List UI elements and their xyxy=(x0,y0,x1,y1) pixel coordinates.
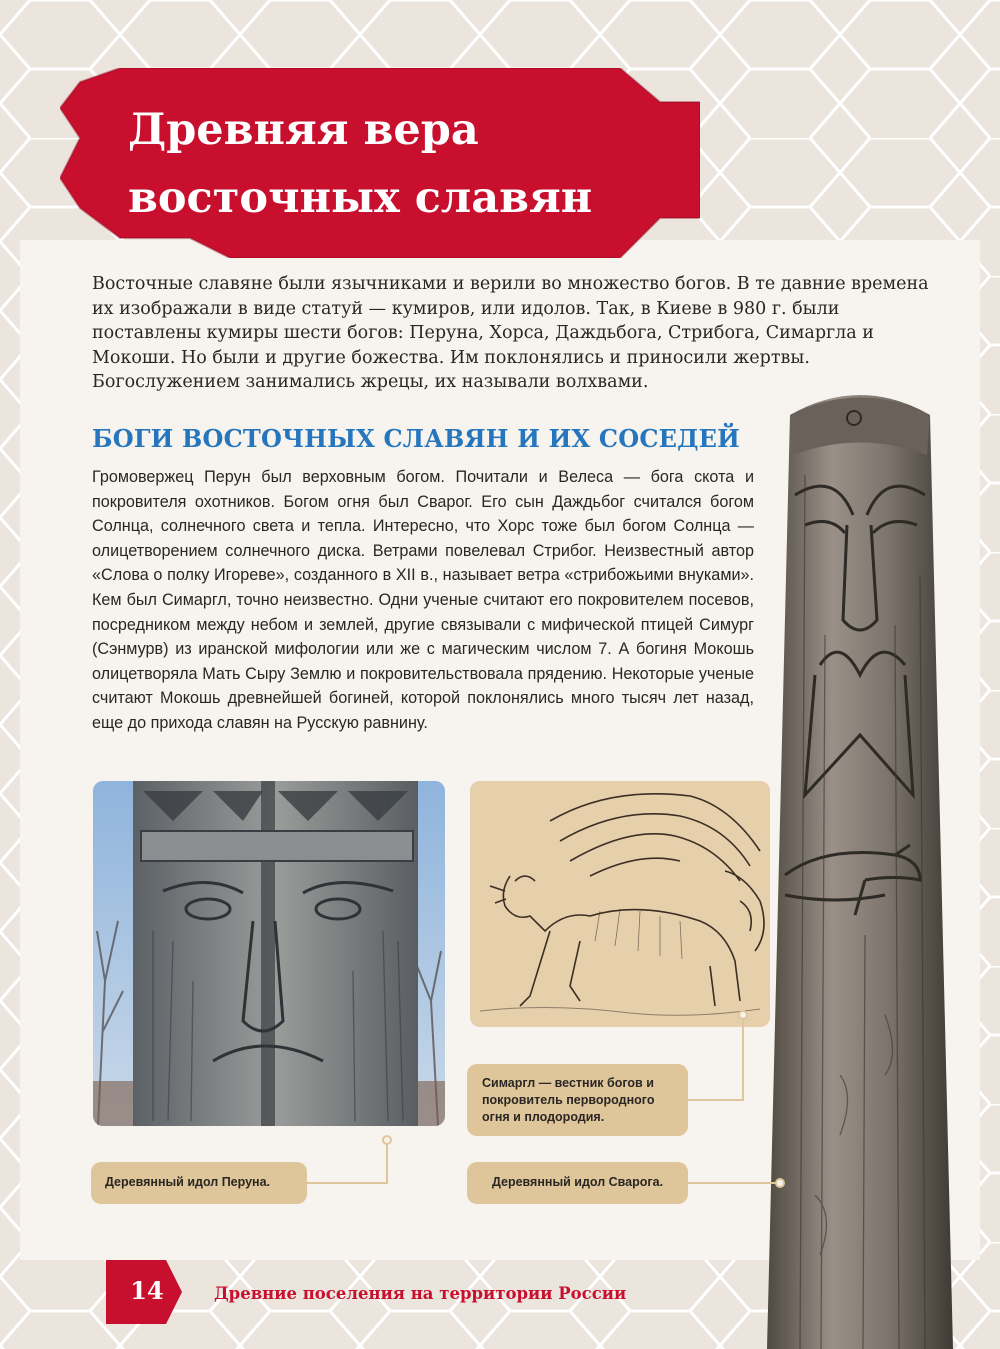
title-line-2: восточных славян xyxy=(128,173,593,223)
simargl-drawing xyxy=(470,781,770,1027)
caption-simargl: Симаргл — вестник богов и покровитель первородного огня и плодородия. xyxy=(467,1064,688,1136)
intro-paragraph: Восточные славяне были язычниками и верили во множество богов. В те давние времена их изображали в виде статуй — кумиров, или идолов. Так, в Киеве в 980 г. были поставлены кумиры шести богов: Перуна, Хорса, Даждьбога, Стрибога, Симаргла и Мокоши. Но были и другие божества. Им поклонялись и приносили жертвы. Богослужением занимались жрецы, их называли волхвами. xyxy=(92,274,929,392)
title-line-1: Древняя вера xyxy=(128,105,479,155)
page-number: 14 xyxy=(130,1276,164,1305)
section-body: Громовержец Перун был верховным богом. Почитали и Велеса — бога скота и покровителя охотников. Богом огня был Сварог. Его сын Даждьбог считался богом Солнца, солнечного света и тепла. Интересно, что Хорс тоже был богом Солнца — олицетворением солнечного диска. Ветрами повелевал Стрибог. Неизвестный автор «Слова о полку Игореве», созданного в XII в., называет ветра «стрибожьими внуками». Кем был Симаргл, точно неизвестно. Одни ученые считают его покровителем посевов, посредником между небом и землей, другие связывали с мифической птицей Симург (Сэнмурв) из иранской мифологии или же с магическим числом 7. А богиня Мокошь олицетворяла Мать Сыру Землю и покровительствовала прядению. Некоторые ученые считают Мокошь древнейшей богиней, которой поклонялись много тысяч лет назад, еще до прихода славян на Русскую равнину. xyxy=(92,468,754,732)
page-title xyxy=(128,96,688,232)
svarog-idol-photo xyxy=(745,375,975,1349)
perun-idol-photo xyxy=(93,781,445,1126)
section-heading: БОГИ ВОСТОЧНЫХ СЛАВЯН И ИХ СОСЕДЕЙ xyxy=(92,424,741,453)
footer-book-title: Древние поселения на территории России xyxy=(214,1284,627,1303)
caption-svarog: Деревянный идол Сварога. xyxy=(467,1162,688,1204)
caption-perun: Деревянный идол Перуна. xyxy=(91,1162,307,1204)
